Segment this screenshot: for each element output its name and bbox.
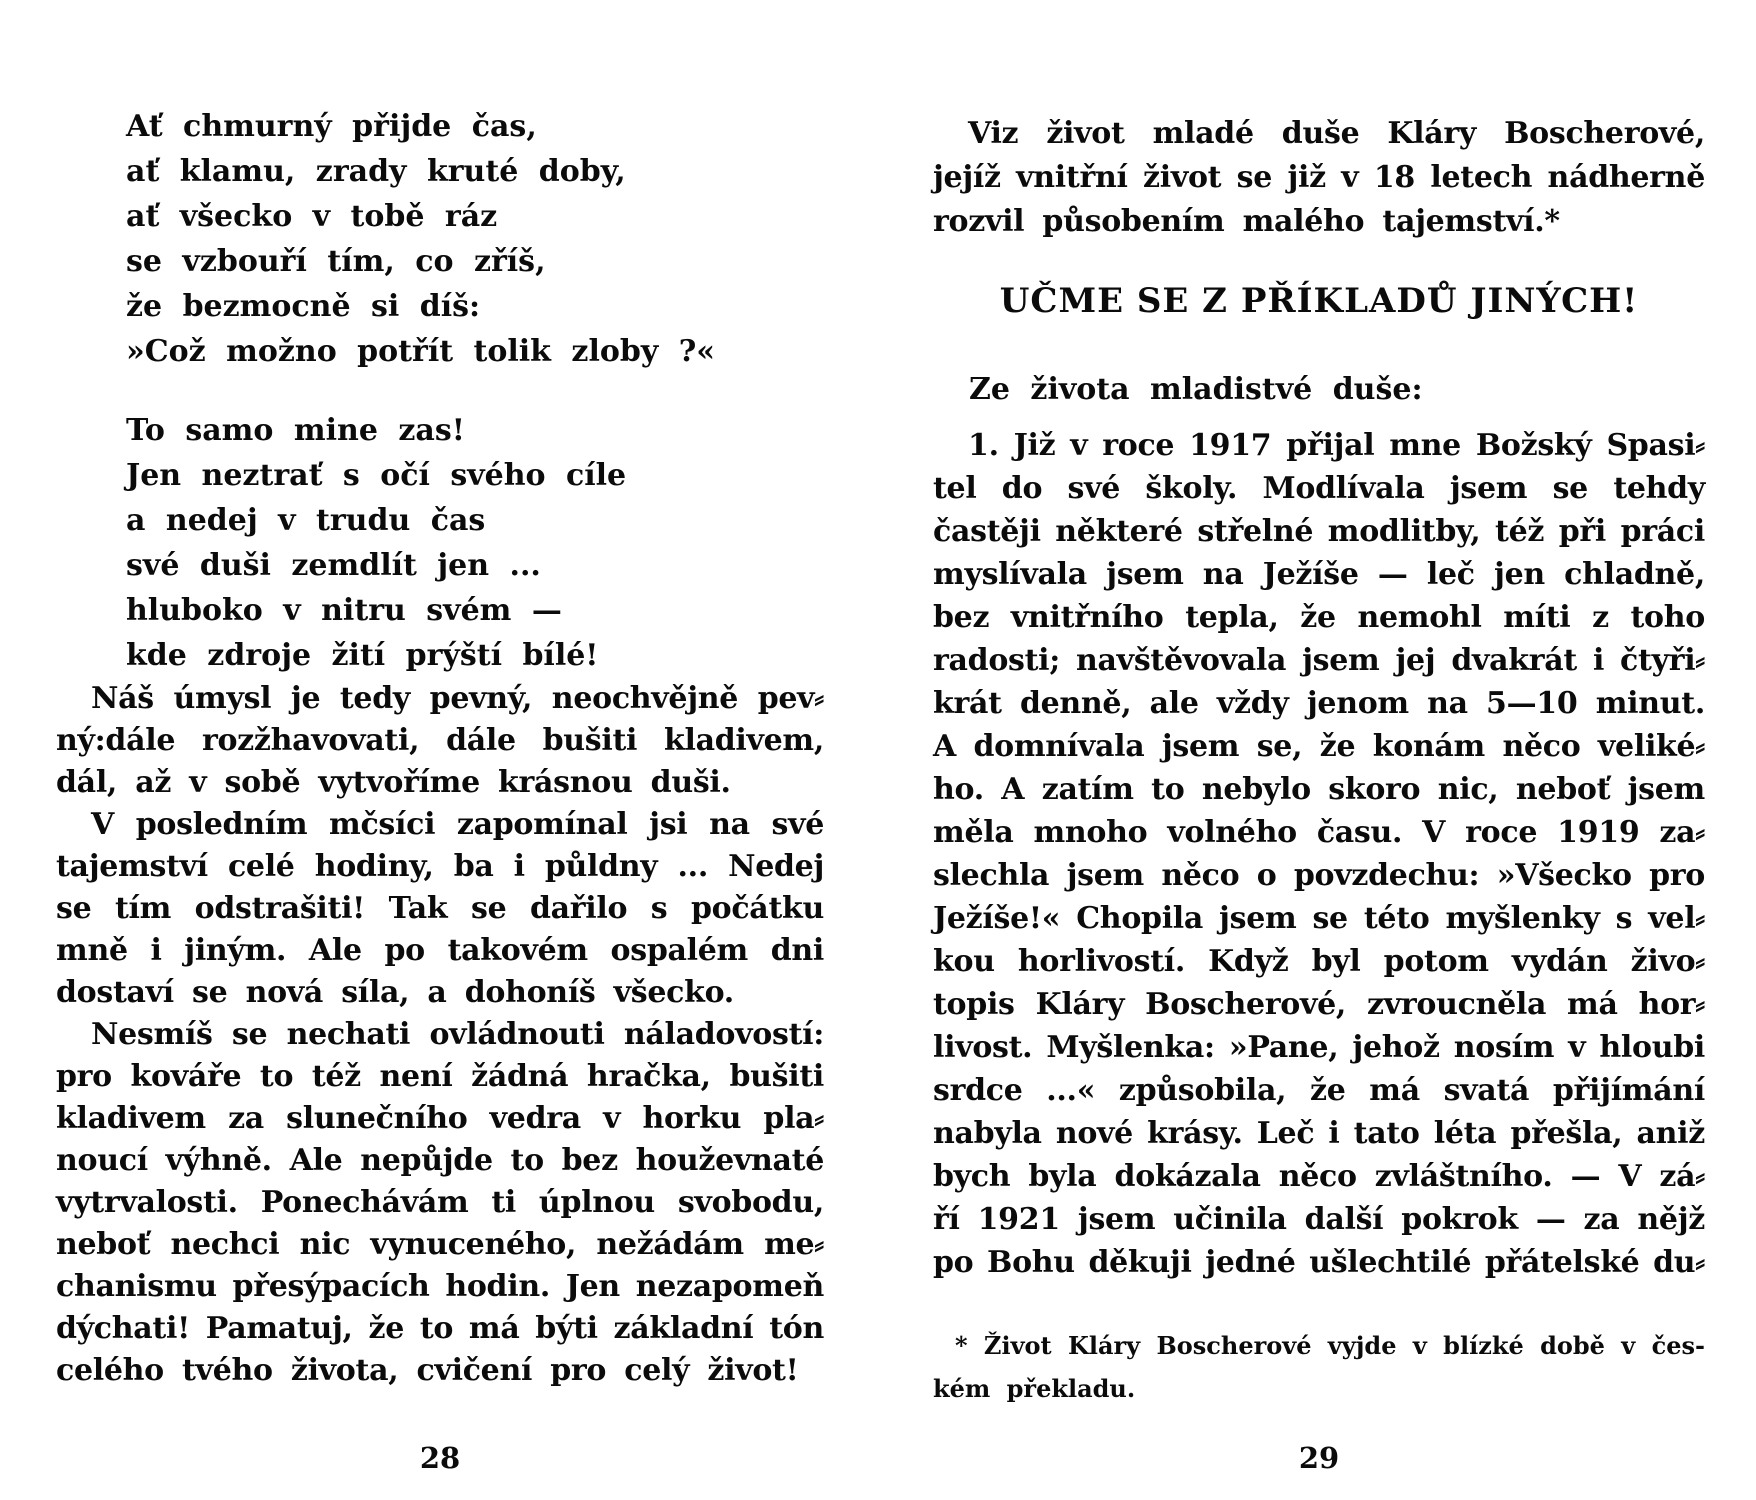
text-line: své duši zemdlít jen ... [126,548,541,583]
text-line: pro kováře to též není žádná hračka, bušiti [56,1059,824,1094]
text-line: kde zdroje žití prýští bílé! [126,638,599,673]
text-line: slechla jsem něco o povzdechu: »Všecko pro [933,858,1705,893]
text-line: celého tvého života, cvičení pro celý život! [56,1353,799,1388]
text-line: ať všecko v tobě ráz [126,199,498,234]
text-line: ný:dále rozžhavovati, dále bušiti kladivem, [56,723,824,758]
text-line: radosti; navštěvovala jsem jej dvakrát i čtyři⸗ [933,643,1705,678]
text-line: bych byla dokázala něco zvláštního. — V zá⸗ [933,1159,1705,1194]
text-line: kladivem za slunečního vedra v horku pla⸗ [56,1101,824,1136]
text-line: se vzbouří tím, co zříš, [126,244,546,279]
text-line: kém překladu. [933,1374,1136,1403]
text-line: bez vnitřního tepla, že nemohl míti z toho [933,600,1705,635]
text-line: po Bohu děkuji jedné ušlechtilé přátelské du⸗ [933,1245,1705,1280]
text-line: myslívala jsem na Ježíše — leč jen chladně, [933,557,1705,592]
text-line: měla mnoho volného času. V roce 1919 za⸗ [933,815,1705,850]
text-line: mně i jiným. Ale po takovém ospalém dni [56,933,824,968]
text-line: a nedej v trudu čas [126,503,486,538]
text-line: Ať chmurný přijde čas, [126,109,537,144]
text-line: nabyla nové krásy. Leč i tato léta přešla, aniž [933,1116,1705,1151]
poem-stanza-2 [56,408,824,678]
section-subheading: Ze života mladistvé duše: [969,372,1423,407]
text-line: dál, až v sobě vytvoříme krásnou duši. [56,765,731,800]
poem [56,104,824,678]
text-line: rozvil působením malého tajemství.* [933,204,1560,239]
text-line: dýchati! Pamatuj, že to má býti základní tón [56,1311,824,1346]
text-line: ať klamu, zrady kruté doby, [126,154,626,189]
text-line: chanismu přesýpacích hodin. Jen nezapomeň [56,1269,824,1304]
poem-stanza-1 [56,104,824,374]
text-line: noucí výhně. Ale nepůjde to bez houževnaté [56,1143,824,1178]
text-line: »Což možno potřít tolik zloby ?« [126,334,716,369]
page-right [933,112,1705,1410]
text-line: A domnívala jsem se, že konám něco veliké⸗ [933,729,1705,764]
chapter-heading: UČME SE Z PŘÍKLADŮ JINÝCH! [999,281,1639,321]
right-page-intro [933,112,1705,244]
text-line: hluboko v nitru svém — [126,593,562,628]
text-line: srdce ...« způsobila, že má svatá přijímání [933,1073,1705,1108]
text-line: To samo mine zas! [126,413,465,448]
text-line: tajemství celé hodiny, ba i půldny ... Nedej [56,849,824,884]
text-line: V posledním mčsíci zapomínal jsi na své [91,807,824,842]
page-number-right: 29 [1298,1441,1340,1475]
text-line: jejíž vnitřní život se již v 18 letech nádherně [933,160,1705,195]
text-line: krát denně, ale vždy jenom na 5—10 minut. [933,686,1705,721]
text-line: že bezmocně si díš: [126,289,481,324]
text-line: dostaví se nová síla, a dohoníš všecko. [56,975,734,1010]
page-left [56,104,824,1392]
footnote [933,1324,1705,1410]
text-line: ří 1921 jsem učinila další pokrok — za nějž [933,1202,1705,1237]
text-line: Nesmíš se nechati ovládnouti náladovostí: [91,1017,824,1052]
text-line: topis Kláry Boscherové, zvroucněla má hor⸗ [933,987,1705,1022]
text-line: kou horlivostí. Když byl potom vydán živo⸗ [933,944,1705,979]
text-line: se tím odstrašiti! Tak se dařilo s počátku [56,891,824,926]
text-line: livost. Myšlenka: »Pane, jehož nosím v hloubi [933,1030,1705,1065]
text-line: * Život Kláry Boscherové vyjde v blízké době v čes- [955,1331,1705,1360]
text-line: Ježíše!« Chopila jsem se této myšlenky s vel⸗ [933,901,1705,936]
text-line: Viz život mladé duše Kláry Boscherové, [968,116,1705,151]
text-line: častěji některé střelné modlitby, též při práci [933,514,1705,549]
text-line: vytrvalosti. Ponechávám ti úplnou svobodu, [56,1185,824,1220]
text-line: tel do své školy. Modlívala jsem se tehdy [933,471,1705,506]
text-line: neboť nechci nic vynuceného, nežádám me⸗ [56,1227,824,1262]
text-line: ho. A zatím to nebylo skoro nic, neboť jsem [933,772,1705,807]
text-line: 1. Již v roce 1917 přijal mne Božský Spasi⸗ [968,428,1705,463]
text-line: Jen neztrať s očí svého cíle [126,458,627,493]
page-number-left: 28 [419,1441,461,1475]
right-page-body [933,424,1705,1284]
text-line: Náš úmysl je tedy pevný, neochvějně pev⸗ [91,681,824,716]
left-page-prose [56,678,824,1392]
